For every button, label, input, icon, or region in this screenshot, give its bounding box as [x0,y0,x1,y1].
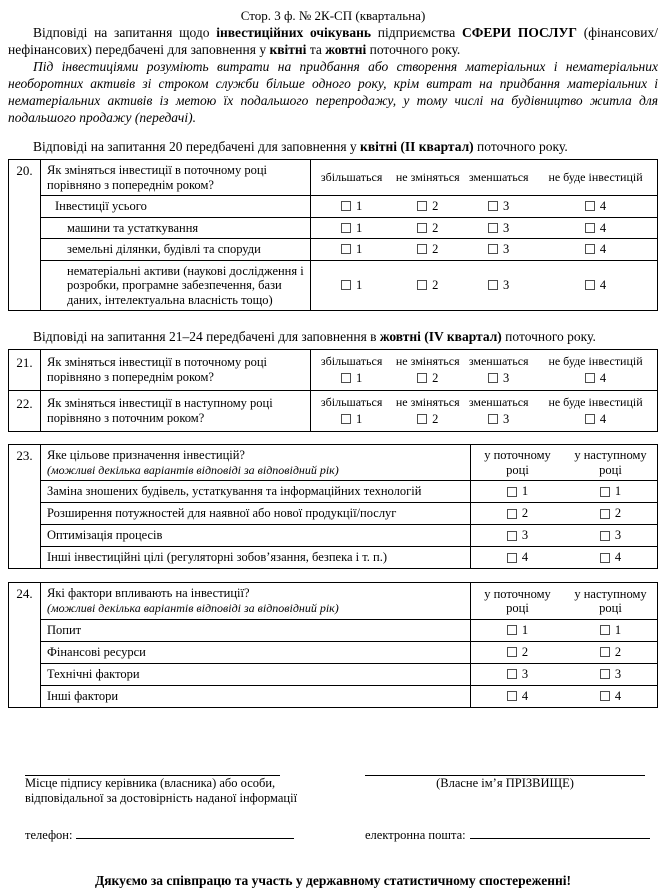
checkbox-box-icon [341,280,351,290]
q21-question: Як зміняться інвестиції в поточному році порівняно з попереднім роком? [41,350,311,390]
checkbox-box-icon [488,280,498,290]
checkbox-code: 4 [599,242,607,257]
checkbox-box-icon [488,223,498,233]
checkbox-code: 3 [503,278,510,293]
q24-financial-next-checkbox[interactable] [600,645,621,660]
q22-opt2-label: не зміняться [395,394,460,409]
checkbox-code: 1 [356,278,363,293]
bold-term: жовтні (IV квартал) [379,329,502,344]
q24-row-label: Технічні фактори [41,664,471,685]
q24-col-header-current-year: у поточному році [484,586,551,616]
q20-number: 20. [9,160,41,310]
q20-total-opt2-checkbox[interactable] [417,199,438,213]
q20-machinery-opt3-checkbox[interactable] [488,221,509,235]
signature-section [8,764,658,806]
q20-land-opt2-checkbox[interactable] [417,242,438,256]
bold-term: СФЕРИ ПОСЛУГ [461,25,577,40]
q20-intangible-opt3-checkbox[interactable] [488,278,509,292]
q23-replacement-next-checkbox[interactable] [600,484,621,499]
q20-row-label: Інвестиції усього [41,196,311,217]
q23-expansion-next-checkbox[interactable] [600,506,621,521]
q23-hint: (можливі декілька варіантів відповіді за відповідний рік) [47,463,339,477]
question-23-table [8,444,658,569]
text-segment: підприємства [371,25,462,40]
intro-paragraph [8,24,658,58]
definition-paragraph: Під інвестиціями розуміють витрати на придбання або створення матеріальних і нематеріальних необоротних активів зі строком служби більше одного року, крім витрат на придбання матеріальних і нематеріальних активів із метою їх подальшого перепродажу, у тому числі на будівництво житла для подальшого продажу (передачі). [8,59,658,125]
checkbox-code: 1 [356,199,363,214]
checkbox-code: 3 [503,411,510,426]
contact-section [8,828,658,843]
q20-total-opt1-checkbox[interactable] [341,199,362,213]
checkbox-box-icon [507,625,517,635]
signature-field[interactable] [25,764,280,776]
q22-opt1-label: збільшаться [320,394,383,409]
q24-row-technical [41,663,657,685]
q23-other-next-checkbox[interactable] [600,550,621,565]
q24-question: Які фактори впливають на інвестиції? [47,586,250,601]
q23-col-header-current-year: у поточному році [484,448,551,477]
note-q21-24 [8,329,658,345]
questions-21-22-table [8,349,658,432]
q23-header-row [41,445,657,480]
name-caption: (Власне ім’я ПРІЗВИЩЕ) [436,775,574,790]
q24-demand-next-checkbox[interactable] [600,623,621,638]
checkbox-box-icon [341,373,351,383]
checkbox-box-icon [585,201,595,211]
q20-machinery-opt2-checkbox[interactable] [417,221,438,235]
q21-opt4-label: не буде інвестицій [548,353,643,368]
checkbox-box-icon [488,373,498,383]
q20-intangible-opt2-checkbox[interactable] [417,278,438,292]
q23-optimization-current-checkbox[interactable] [507,528,528,543]
checkbox-code: 4 [599,411,607,426]
bold-term: інвестиційних очікувань [216,25,372,40]
bold-term: квітні (II квартал) [360,139,474,154]
q23-col-header-next-year: у наступному році [574,448,647,477]
checkbox-box-icon [488,244,498,254]
q23-optimization-next-checkbox[interactable] [600,528,621,543]
q21-opt2-label: не зміняться [395,353,460,368]
q20-machinery-opt1-checkbox[interactable] [341,221,362,235]
checkbox-box-icon [585,373,595,383]
checkbox-box-icon [600,553,610,563]
checkbox-box-icon [417,244,427,254]
email-field[interactable] [470,828,650,839]
q20-col-header-increase: збільшаться [320,169,383,184]
q22-opt4-checkbox[interactable] [585,412,606,426]
checkbox-code: 1 [614,622,622,637]
thanks-message: Дякуємо за співпрацю та участь у державному статистичному спостереженні! [94,872,572,888]
checkbox-box-icon [585,223,595,233]
q22-row [9,390,657,431]
signature-caption-line2: відповідальної за достовірність наданої інформації [25,790,298,805]
q23-other-current-checkbox[interactable] [507,550,528,565]
checkbox-box-icon [507,553,517,563]
q23-replacement-current-checkbox[interactable] [507,484,528,499]
q22-opt2-checkbox[interactable] [417,412,438,426]
q20-land-opt1-checkbox[interactable] [341,242,362,256]
q21-opt1-checkbox[interactable] [341,371,362,385]
q20-row-land [41,238,657,260]
q24-other-current-checkbox[interactable] [507,689,528,704]
checkbox-code: 2 [432,370,439,385]
q23-row-label: Оптимізація процесів [41,525,471,546]
q20-total-opt3-checkbox[interactable] [488,199,509,213]
checkbox-code: 2 [432,242,439,257]
checkbox-box-icon [417,223,427,233]
checkbox-box-icon [600,509,610,519]
checkbox-code: 3 [521,666,529,681]
checkbox-code: 4 [521,688,529,703]
q23-row-optimization [41,524,657,546]
checkbox-code: 4 [614,550,622,565]
email-label: електронна пошта: [365,827,466,842]
name-field[interactable] [365,764,645,776]
q20-question: Як зміняться інвестиції в поточному році порівняно з попереднім роком? [41,160,311,195]
checkbox-box-icon [341,201,351,211]
q24-row-other [41,685,657,707]
page-title: Стор. 3 ф. № 2К-СП (квартальна) [240,8,426,23]
q24-row-label: Попит [41,620,471,641]
checkbox-box-icon [507,509,517,519]
text-segment: (фінансових/нефінансових) передбачені для заповнення у [8,25,658,57]
checkbox-code: 4 [599,199,607,214]
q24-row-label: Інші фактори [41,686,471,707]
q24-header-row [41,583,657,618]
q23-question: Яке цільове призначення інвестицій? [47,448,245,462]
q21-row [9,350,657,390]
checkbox-box-icon [417,373,427,383]
checkbox-code: 2 [521,506,529,521]
q20-land-opt3-checkbox[interactable] [488,242,509,256]
checkbox-box-icon [507,487,517,497]
q21-number: 21. [9,350,41,390]
checkbox-box-icon [417,280,427,290]
q24-row-demand [41,619,657,641]
checkbox-box-icon [507,669,517,679]
q21-opt3-label: зменшаться [468,353,529,368]
checkbox-code: 2 [432,199,439,214]
q24-hint: (можливі декілька варіантів відповіді за відповідний рік) [47,601,339,616]
checkbox-code: 4 [599,220,607,235]
q21-opt3-checkbox[interactable] [488,371,509,385]
q24-row-financial [41,641,657,663]
checkbox-code: 2 [614,644,622,659]
q21-opt2-checkbox[interactable] [417,371,438,385]
q20-header-row [41,160,657,195]
checkbox-box-icon [600,669,610,679]
q22-number: 22. [9,391,41,431]
question-20-table [8,159,658,311]
checkbox-code: 3 [503,242,510,257]
checkbox-code: 3 [503,370,510,385]
q20-row-label: земельні ділянки, будівлі та споруди [41,239,311,260]
phone-field[interactable] [76,828,294,839]
text-segment: поточного року. [501,329,596,344]
q20-land-opt4-checkbox[interactable] [585,242,606,256]
text-segment: Відповіді на запитання 20 передбачені для заповнення у [33,139,361,154]
q24-technical-next-checkbox[interactable] [600,667,621,682]
checkbox-code: 3 [503,199,510,214]
text-segment: та [306,42,326,57]
checkbox-code: 2 [432,278,439,293]
phone-label: телефон: [25,827,73,842]
q23-number: 23. [9,445,41,568]
text-segment: поточного року. [366,42,461,57]
q20-row-label: нематеріальні активи (наукові дослідження і розробки, програмне забезпечення, бази даних, інтелектуальна власність тощо) [41,261,311,311]
checkbox-code: 3 [614,528,622,543]
q22-opt4-label: не буде інвестицій [548,394,643,409]
checkbox-code: 3 [503,220,510,235]
checkbox-code: 2 [614,506,622,521]
checkbox-code: 3 [614,666,622,681]
q24-financial-current-checkbox[interactable] [507,645,528,660]
checkbox-box-icon [585,414,595,424]
checkbox-box-icon [507,647,517,657]
checkbox-code: 2 [432,220,439,235]
checkbox-box-icon [600,691,610,701]
checkbox-box-icon [507,691,517,701]
checkbox-box-icon [417,414,427,424]
q24-col-header-next-year: у наступному році [574,586,647,616]
q20-machinery-opt4-checkbox[interactable] [585,221,606,235]
q20-col-header-same: не зміняться [395,169,460,184]
checkbox-box-icon [507,531,517,541]
q22-question: Як зміняться інвестиції в наступному році порівняно з поточним роком? [41,391,311,431]
checkbox-code: 1 [521,484,529,499]
checkbox-code: 4 [599,370,607,385]
checkbox-code: 1 [356,220,363,235]
checkbox-box-icon [417,201,427,211]
q22-opt3-checkbox[interactable] [488,412,509,426]
checkbox-code: 4 [521,550,529,565]
checkbox-code: 2 [432,411,439,426]
q20-row-intangible [41,260,657,311]
checkbox-box-icon [341,223,351,233]
bold-term: квітні [269,42,307,57]
q23-row-other [41,546,657,568]
signature-caption-line1: Місце підпису керівника (власника) або особи, [25,775,276,790]
text-segment: поточного року. [473,139,568,154]
checkbox-box-icon [341,244,351,254]
checkbox-code: 3 [521,528,529,543]
checkbox-box-icon [488,201,498,211]
q24-number: 24. [9,583,41,706]
q22-opt1-checkbox[interactable] [341,412,362,426]
q20-total-opt4-checkbox[interactable] [585,199,606,213]
checkbox-box-icon [600,531,610,541]
q21-opt1-label: збільшаться [320,353,383,368]
q20-intangible-opt4-checkbox[interactable] [585,278,606,292]
q20-col-header-decrease: зменшаться [468,169,529,184]
checkbox-code: 1 [356,370,363,385]
note-q20 [8,139,658,155]
q20-intangible-opt1-checkbox[interactable] [341,278,362,292]
text-segment: Відповіді на запитання щодо [33,25,217,40]
q20-row-machinery [41,217,657,239]
question-24-table [8,582,658,707]
q21-opt4-checkbox[interactable] [585,371,606,385]
q23-row-label: Розширення потужностей для наявної або нової продукції/послуг [41,503,471,524]
checkbox-code: 1 [356,242,363,257]
checkbox-box-icon [600,625,610,635]
q20-row-total [41,195,657,217]
q24-row-label: Фінансові ресурси [41,642,471,663]
q23-expansion-current-checkbox[interactable] [507,506,528,521]
q22-opt3-label: зменшаться [468,394,529,409]
checkbox-box-icon [488,414,498,424]
checkbox-code: 1 [356,411,363,426]
checkbox-box-icon [600,487,610,497]
q20-col-header-none: не буде інвестицій [548,169,643,184]
checkbox-box-icon [600,647,610,657]
q23-row-label: Інші інвестиційні цілі (регуляторні зобов’язання, безпека і т. п.) [41,547,471,568]
q24-demand-current-checkbox[interactable] [507,623,528,638]
checkbox-code: 4 [614,688,622,703]
checkbox-code: 1 [614,484,622,499]
checkbox-box-icon [585,244,595,254]
q23-row-replacement [41,480,657,502]
bold-term: жовтні [325,42,367,57]
checkbox-code: 1 [521,622,529,637]
checkbox-box-icon [341,414,351,424]
text-segment: Відповіді на запитання 21–24 передбачені для заповнення в [33,329,380,344]
checkbox-box-icon [585,280,595,290]
checkbox-code: 4 [599,278,607,293]
q24-other-next-checkbox[interactable] [600,689,621,704]
q23-row-label: Заміна зношених будівель, устаткування та інформаційних технологій [41,481,471,502]
q23-row-expansion [41,502,657,524]
q20-row-label: машини та устаткування [41,218,311,239]
checkbox-code: 2 [521,644,529,659]
q24-technical-current-checkbox[interactable] [507,667,528,682]
